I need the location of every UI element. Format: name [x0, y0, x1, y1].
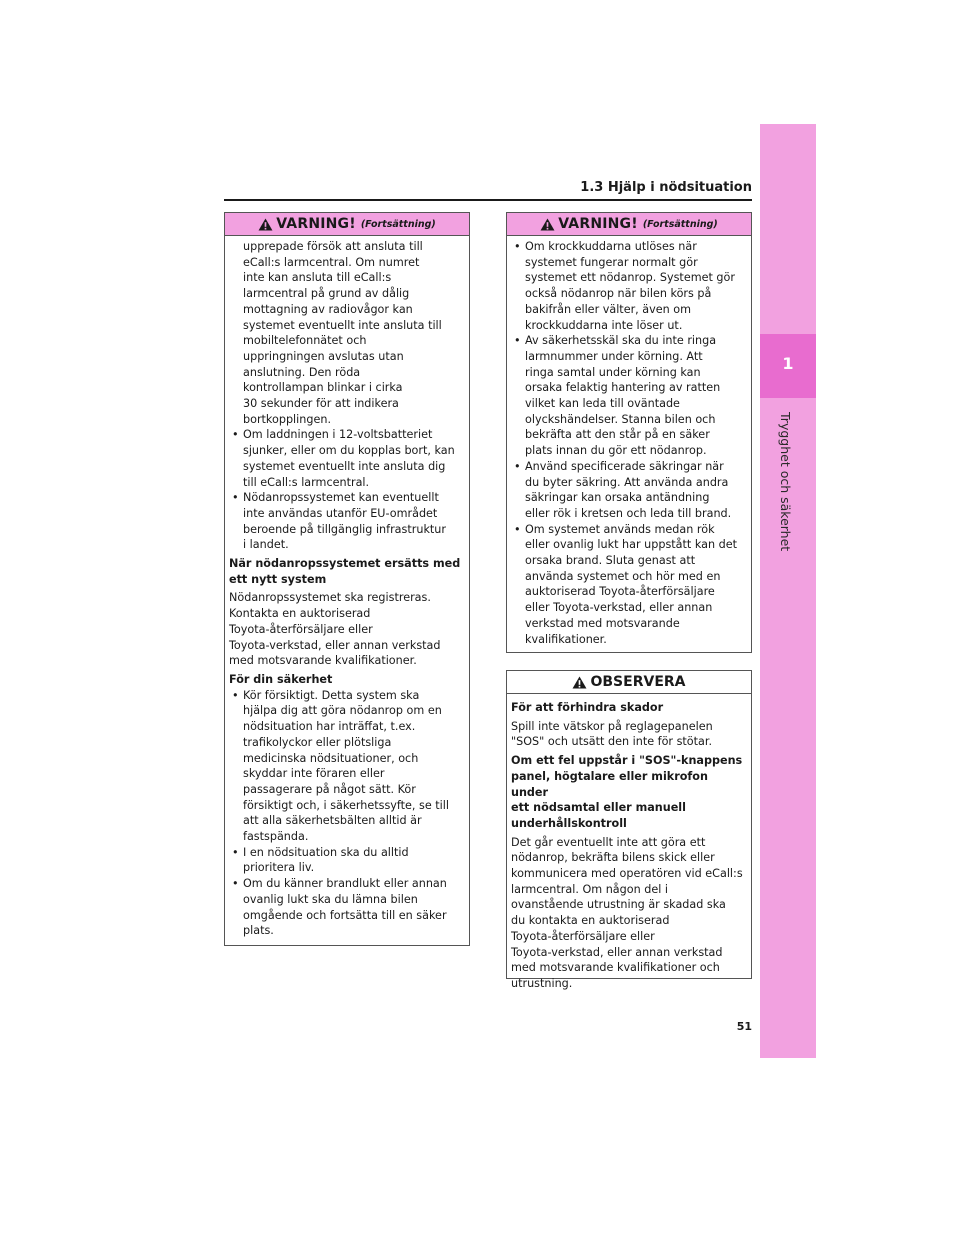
warning-box-right [506, 212, 752, 653]
text-line: Toyota-verkstad, eller annan verkstad [511, 945, 723, 959]
section-rule [224, 199, 752, 201]
bullet-item [511, 239, 746, 333]
text-line: anslutning. Den röda [243, 365, 361, 379]
text-line: larmcentral. Om någon del i [511, 882, 669, 896]
text-line: Kontakta en auktoriserad [229, 607, 371, 621]
text-line: krockkuddarna inte löser ut. [525, 318, 683, 332]
warning-triangle-icon [258, 218, 273, 231]
text-line: • Nödanropssystemet kan eventuellt [243, 491, 439, 505]
text-line: bortkopplingen. [243, 412, 331, 426]
text-line: systemet eventuellt inte ansluta till [243, 318, 442, 332]
text-line: systemet eventuellt inte ansluta dig [243, 459, 446, 473]
text-line: vilket kan leda till oväntade [525, 397, 680, 411]
section-title: 1.3 Hjälp i nödsituation [580, 180, 752, 195]
text-line: skyddar inte föraren eller [243, 767, 385, 781]
text-line: Toyota-verkstad, eller annan verkstad [229, 638, 441, 652]
bullet-item [511, 522, 746, 648]
text-line: "SOS" och utsätt den inte för stötar. [511, 735, 713, 749]
text-line: med motsvarande kvalifikationer. [229, 654, 417, 668]
text-line: passagerare på något sätt. Kör [243, 782, 416, 796]
text-line: • Av säkerhetsskäl ska du inte ringa [525, 334, 717, 348]
text-line: • Om systemet används medan rök [525, 522, 715, 536]
warning-title: VARNING! [558, 216, 638, 232]
notice-content [507, 694, 751, 992]
text-line: systemet fungerar normalt gör [525, 255, 698, 269]
text-line: att alla säkerhetsbälten alltid är [243, 814, 422, 828]
text-line: du byter säkring. Att använda andra [525, 475, 729, 489]
text-line: använda systemet och hör med en [525, 569, 721, 583]
text-line: eller rök i kretsen och leda till brand. [525, 506, 732, 520]
bullet-item [511, 333, 746, 459]
bullet-item [511, 459, 746, 522]
subheading-malfunction [511, 753, 746, 832]
text-line: Toyota-återförsäljare eller [511, 929, 655, 943]
text-line: uppringningen avslutas utan [243, 349, 404, 363]
text-line: • Använd specificerade säkringar när [525, 459, 724, 473]
bullet-item [229, 845, 464, 876]
text-line: inte kan ansluta till eCall:s [243, 271, 392, 285]
text-line: underhållskontroll [511, 816, 627, 830]
text-line: verkstad med motsvarande [525, 616, 680, 630]
text-line: plats innan du gör ett nödanrop. [525, 444, 707, 458]
text-line: auktoriserad Toyota-återförsäljare [525, 585, 715, 599]
warning-content [507, 236, 751, 647]
text-line: larmcentral på grund av dålig [243, 287, 410, 301]
subheading-safety: För din säkerhet [229, 672, 333, 686]
chapter-side-tab [760, 124, 816, 1058]
text-line: kommunicera med operatören vid eCall:s [511, 867, 743, 881]
paragraph [511, 719, 746, 750]
chapter-number: 1 [782, 354, 794, 373]
bullet-item [229, 876, 464, 939]
paragraph-replace [229, 590, 464, 669]
subheading-damage: För att förhindra skador [511, 701, 664, 714]
text-line: säkringar kan orsaka antändning [525, 491, 710, 505]
text-line: orsaka felaktig hantering av ratten [525, 381, 721, 395]
text-line: nödanrop, bekräfta bilens skick eller [511, 851, 715, 865]
text-line: Spill inte vätskor på reglagepanelen [511, 719, 713, 733]
text-line: beroende på tillgänglig infrastruktur [243, 522, 446, 536]
text-line: Om ett fel uppstår i "SOS"-knappens [511, 754, 743, 768]
warning-title: VARNING! [276, 216, 356, 232]
text-line: ovanlig lukt ska du lämna bilen [243, 892, 418, 906]
text-line: bakifrån eller välter, även om [525, 302, 692, 316]
warning-box-left [224, 212, 470, 946]
text-line: mobiltelefonnätet och [243, 334, 367, 348]
text-line: plats. [243, 924, 274, 938]
text-line: ringa samtal under körning kan [525, 365, 701, 379]
text-line: olyckshändelser. Stanna bilen och [525, 412, 716, 426]
text-line: prioritera liv. [243, 861, 315, 875]
notice-title: OBSERVERA [590, 674, 686, 690]
text-line: eller Toyota-verkstad, eller annan [525, 601, 713, 615]
text-line: Nödanropssystemet ska registreras. [229, 591, 431, 605]
text-line: eCall:s larmcentral. Om numret [243, 255, 420, 269]
warning-header [507, 213, 751, 236]
text-line: • I en nödsituation ska du alltid [243, 845, 409, 859]
notice-box [506, 670, 752, 990]
warning-triangle-icon [540, 218, 555, 231]
text-line: kvalifikationer. [525, 632, 607, 646]
text-line: ovanstående utrustning är skadad ska [511, 898, 726, 912]
text-line: systemet ett nödanrop. Systemet gör [525, 271, 735, 285]
page-number: 51 [736, 1020, 752, 1033]
text-line: 30 sekunder för att indikera [243, 397, 399, 411]
text-line: till eCall:s larmcentral. [243, 475, 370, 489]
text-line: du kontakta en auktoriserad [511, 914, 670, 928]
chapter-label: Trygghet och säkerhet [778, 412, 793, 552]
text-line: upprepade försök att ansluta till [243, 240, 423, 253]
subheading-replace [229, 556, 464, 587]
warning-subtitle: (Fortsättning) [642, 218, 718, 230]
text-line: sjunker, eller om du kopplas bort, kan [243, 444, 455, 458]
text-line: inte användas utanför EU-området [243, 506, 438, 520]
text-line: också nödanrop när bilen körs på [525, 287, 712, 301]
bullet-item [229, 427, 464, 490]
text-line: • Om du känner brandlukt eller annan [243, 877, 447, 891]
text-line: bekräfta att den står på en säker [525, 428, 710, 442]
caution-triangle-icon [572, 676, 587, 689]
warning-content [225, 236, 469, 939]
text-line: larmnummer under körning. Att [525, 349, 703, 363]
text-line: panel, högtalare eller mikrofon under [511, 769, 708, 799]
text-line: fastspända. [243, 830, 309, 844]
text-line: Toyota-återförsäljare eller [229, 622, 373, 636]
notice-header [507, 671, 751, 694]
text-line: nödsituation har inträffat, t.ex. [243, 720, 416, 734]
warning-subtitle: (Fortsättning) [360, 218, 436, 230]
text-line: hjälpa dig att göra nödanrop om en [243, 704, 442, 718]
text-line: i landet. [243, 538, 289, 552]
text-line: • Kör försiktigt. Detta system ska [243, 688, 420, 702]
paragraph [511, 835, 746, 992]
text-line: med motsvarande kvalifikationer och [511, 961, 720, 975]
text-line: försiktigt och, i säkerhetssyfte, se till [243, 798, 449, 812]
warning-header [225, 213, 469, 236]
text-line: kontrollampan blinkar i cirka [243, 381, 403, 395]
text-line: eller ovanlig lukt har uppstått kan det [525, 538, 737, 552]
continued-paragraph [229, 239, 464, 427]
text-line: • Om krockkuddarna utlöses när [525, 240, 697, 253]
text-line: • Om laddningen i 12-voltsbatteriet [243, 428, 433, 442]
bullet-item [229, 688, 464, 845]
bullet-item [229, 490, 464, 553]
text-line: medicinska nödsituationer, och [243, 751, 419, 765]
text-line: Det går eventuellt inte att göra ett [511, 835, 706, 849]
text-line: orsaka brand. Sluta genast att [525, 554, 696, 568]
text-line: utrustning. [511, 976, 573, 990]
text-line: mottagning av radiovågor kan [243, 302, 413, 316]
text-line: ett nytt system [229, 572, 327, 586]
text-line: trafikolyckor eller plötsliga [243, 735, 392, 749]
text-line: ett nödsamtal eller manuell [511, 801, 686, 815]
text-line: omgående och fortsätta till en säker [243, 908, 447, 922]
text-line: När nödanropssystemet ersätts med [229, 557, 461, 571]
